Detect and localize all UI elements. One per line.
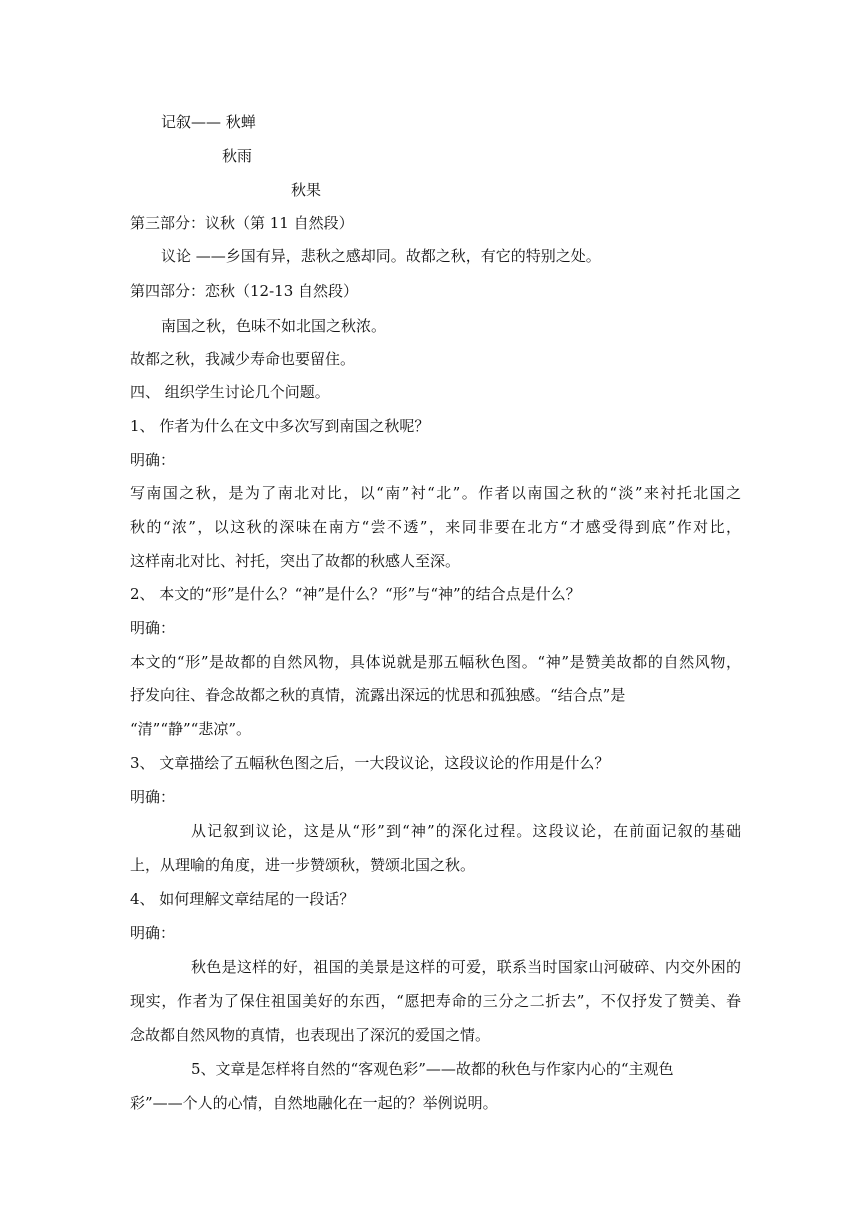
answer-label: 明确： (130, 619, 176, 637)
paragraph-line: 秋色是这样的好，祖国的美景是这样的可爱，联系当时国家山河破碎、内交外困的 (191, 958, 741, 976)
paragraph-line: 抒发向往、眷念故都之秋的真情，流露出深远的忧思和孤独感。“结合点”是 (130, 686, 626, 704)
section-heading-four: 四、 组织学生讨论几个问题。 (130, 383, 330, 401)
paragraph-line: 上，从理喻的角度，进一步赞颂秋，赞颂北国之秋。 (130, 856, 476, 874)
section-heading-part3: 第三部分：议秋（第 11 自然段） (130, 214, 354, 232)
answer-label: 明确： (130, 451, 176, 469)
question-5: 5、文章是怎样将自然的“客观色彩”——故都的秋色与作家内心的“主观色 (191, 1060, 674, 1078)
paragraph-line: 故都之秋，我减少寿命也要留住。 (130, 350, 356, 368)
paragraph-line: 南国之秋，色味不如北国之秋浓。 (161, 317, 387, 335)
answer-label: 明确： (130, 924, 176, 942)
question-1: 1、 作者为什么在文中多次写到南国之秋呢？ (130, 417, 430, 435)
question-4: 4、 如何理解文章结尾的一段话？ (130, 890, 355, 908)
paragraph-line: “清”“静”“悲凉”。 (130, 720, 252, 738)
paragraph-line: 写南国之秋，是为了南北对比，以“南”衬“北”。作者以南国之秋的“淡”来衬托北国之 (130, 484, 741, 502)
paragraph-line: 念故都自然风物的真情，也表现出了深沉的爱国之情。 (130, 1026, 491, 1044)
paragraph-line: 现实，作者为了保住祖国美好的东西，“愿把寿命的三分之二折去”，不仅抒发了赞美、眷 (130, 992, 741, 1010)
paragraph-line: 秋的“浓”，以这秋的深味在南方“尝不透”，来同非要在北方“才感受得到底”作对比， (130, 518, 741, 536)
paragraph-line: 这样南北对比、衬托，突出了故都的秋感人至深。 (130, 552, 461, 570)
outline-autumn-fruit: 秋果 (291, 181, 322, 199)
question-2: 2、 本文的“形”是什么？“神”是什么？“形”与“神”的结合点是什么？ (130, 585, 581, 603)
section-heading-part4: 第四部分：恋秋（12-13 自然段） (130, 282, 359, 300)
paragraph-line: 从记叙到议论，这是从“形”到“神”的深化过程。这段议论，在前面记叙的基础 (191, 822, 741, 840)
answer-label: 明确： (130, 788, 176, 806)
outline-narrative-cicada: 记叙—— 秋蝉 (161, 113, 256, 131)
paragraph-line: 本文的“形”是故都的自然风物，具体说就是那五幅秋色图。“神”是赞美故都的自然风物， (130, 653, 741, 671)
paragraph-line: 彩”——个人的心情，自然地融化在一起的？举例说明。 (130, 1094, 498, 1112)
question-3: 3、 文章描绘了五幅秋色图之后，一大段议论，这段议论的作用是什么？ (130, 754, 610, 772)
outline-autumn-rain: 秋雨 (222, 147, 253, 165)
paragraph-line: 议论 ——乡国有异，悲秋之感却同。故都之秋，有它的特别之处。 (161, 247, 601, 265)
